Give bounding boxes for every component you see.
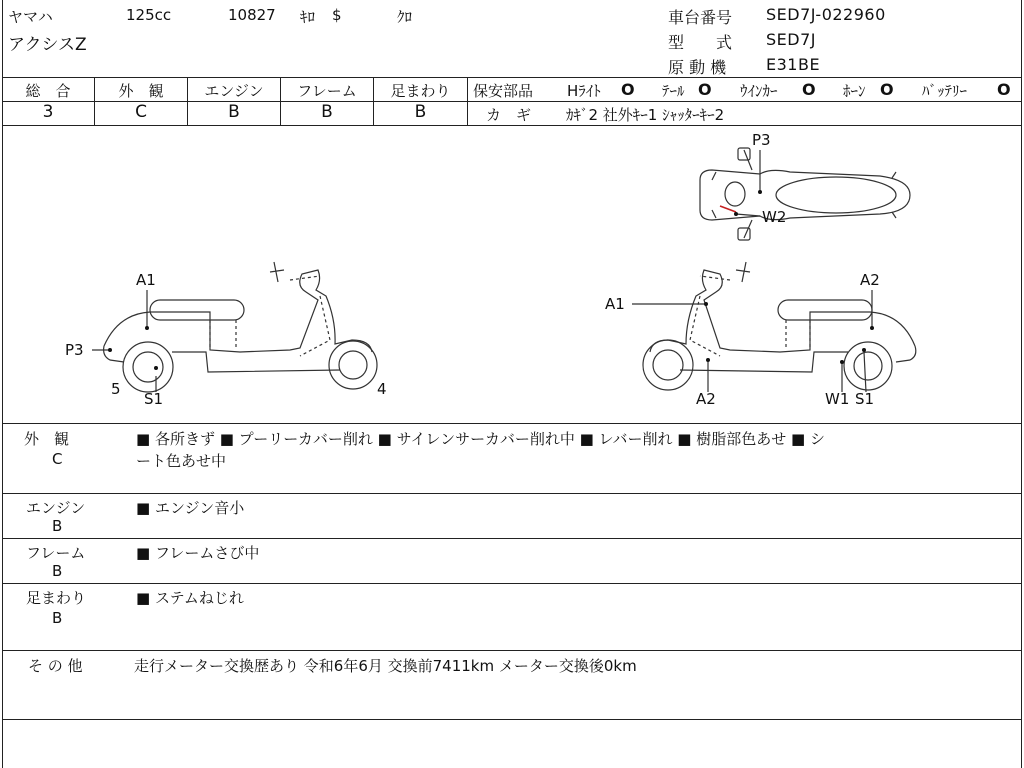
grade-frame-label: フレーム [297,82,357,100]
grade-overall-value: 3 [42,102,54,122]
remark-exterior-category: 外 観 [24,430,70,448]
safety-taillight-mark: O [698,80,712,99]
remark-exterior-text-cont: ート色あせ中 [136,452,227,470]
safety-horn-mark: O [880,80,894,99]
scooter-top-view [700,148,910,240]
remark-engine-category: エンジン [26,499,86,517]
mileage-unit: ｷﾛ [300,8,316,26]
type-label: 型 式 [668,33,733,52]
safety-headlight-mark: O [621,80,635,99]
safety-taillight: ﾃｰﾙ [662,82,685,100]
safety-headlight: Hﾗｲﾄ [567,82,601,100]
damage-label-top-p3: P3 [752,131,771,149]
grade-suspension-label: 足まわり [390,82,451,100]
grade-overall-label: 総 合 [25,82,71,100]
key-label: カ ギ [486,106,532,124]
remark-suspension-category: 足まわり [26,589,87,607]
remark-suspension-text: ■ ステムねじれ [136,589,244,607]
damage-label-left-p3: P3 [65,341,84,359]
remark-suspension-grade: B [52,609,63,627]
mileage: 10827 [228,6,276,24]
damage-label-left-5: 5 [111,380,121,398]
safety-winker: ｳｲﾝｶｰ [740,82,778,100]
grade-exterior-label: 外 観 [118,82,164,100]
other-text: 走行メーター交換歴あり 令和6年6月 交換前7411km メーター交換後0km [134,657,637,675]
grade-frame-value: B [321,102,333,122]
engine-value: E31BE [766,55,821,74]
engine-label: 原 動 機 [668,58,727,77]
damage-label-right-s1: S1 [855,390,875,408]
remark-engine-text: ■ エンジン音小 [136,499,245,517]
damage-label-right-a2-top: A2 [860,271,880,289]
remark-engine-grade: B [52,517,63,535]
damage-label-top-w2: W2 [762,208,787,226]
key-value: ｶｷﾞ2 社外ｷｰ1 ｼｬｯﾀｰｷｰ2 [566,106,725,124]
grade-engine-value: B [228,102,240,122]
frame-no-label: 車台番号 [668,8,733,27]
damage-label-right-w1: W1 [825,390,850,408]
currency-mark: $ [332,6,342,24]
damage-label-left-a1: A1 [136,271,156,289]
remark-exterior-grade: C [52,450,63,468]
safety-battery: ﾊﾞｯﾃﾘｰ [922,82,968,100]
safety-label: 保安部品 [473,82,534,100]
body-color: ｸﾛ [397,8,413,26]
type-value: SED7J [766,30,816,49]
remark-frame-category: フレーム [26,544,86,562]
model-name: アクシスZ [8,35,87,55]
grade-engine-label: エンジン [204,82,264,100]
remark-frame-text: ■ フレームさび中 [136,544,260,562]
damage-label-left-4: 4 [377,380,387,398]
safety-horn: ﾎｰﾝ [843,82,866,100]
safety-battery-mark: O [997,80,1011,99]
frame-no: SED7J-022960 [766,5,886,24]
maker-name: ヤマハ [8,8,53,26]
damage-label-left-s1: S1 [144,390,164,408]
other-label: そ の 他 [28,657,83,675]
safety-winker-mark: O [802,80,816,99]
damage-label-right-a1: A1 [605,295,625,313]
damage-label-right-a2-bottom: A2 [696,390,716,408]
displacement: 125cc [126,6,172,24]
grade-exterior-value: C [135,102,147,122]
remark-exterior-text: ■ 各所きず ■ プーリーカバー削れ ■ サイレンサーカバー削れ中 ■ レバー削れ ■ 樹脂部色あせ ■ シ [136,430,825,448]
remark-frame-grade: B [52,562,63,580]
grade-suspension-value: B [414,102,427,122]
